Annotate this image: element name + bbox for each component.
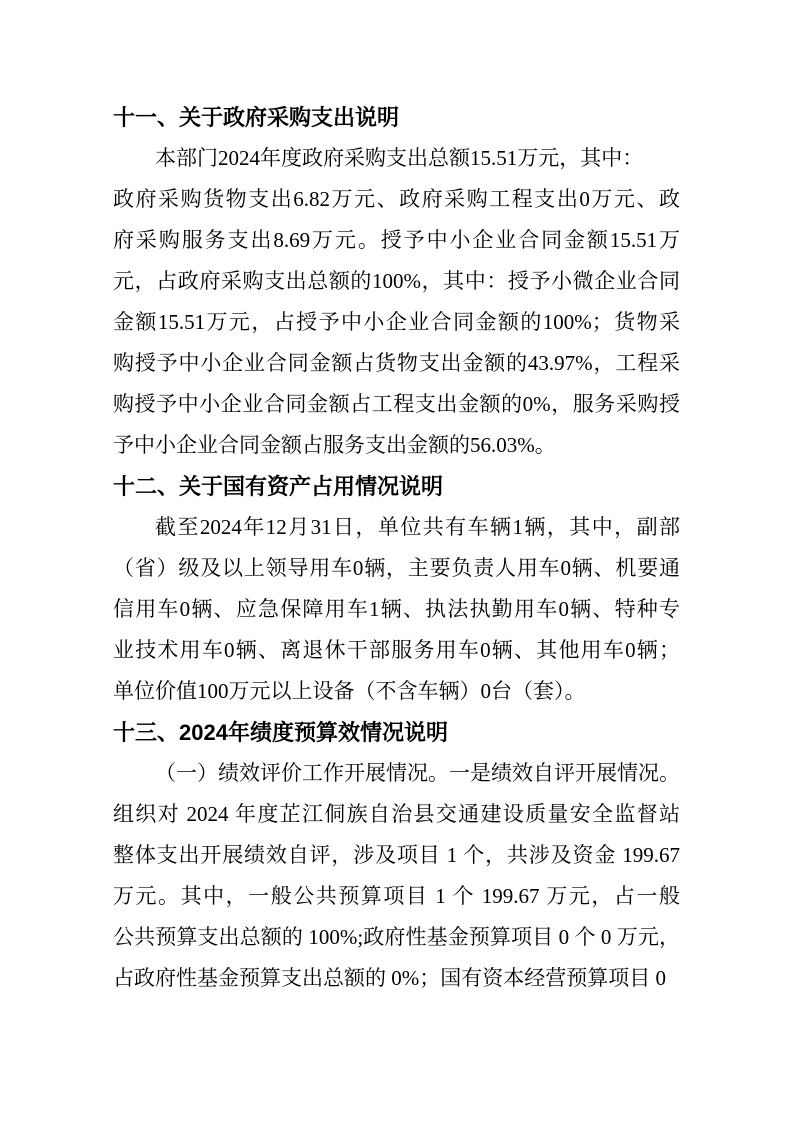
text-line: 公共预算支出总额的 100%;政府性基金预算项目 0 个 0 万元， <box>113 925 680 949</box>
text-line: （省）级及以上领导用车0辆，主要负责人用车0辆、机要通 <box>113 556 680 580</box>
text-line: 予中小企业合同金额占服务支出金额的56.03%。 <box>113 433 556 457</box>
paragraph <box>113 138 680 466</box>
text-line: 府采购服务支出8.69万元。授予中小企业合同金额15.51万 <box>113 228 680 252</box>
section-heading: 十三、2024年绩度预算效情况说明 <box>113 720 448 745</box>
section-heading: 十二、关于国有资产占用情况说明 <box>113 474 444 499</box>
text-line: 购授予中小企业合同金额占货物支出金额的43.97%，工程采 <box>113 351 680 375</box>
section-heading: 十一、关于政府采购支出说明 <box>113 105 400 130</box>
text-line: 政府采购货物支出6.82万元、政府采购工程支出0万元、政 <box>113 187 680 211</box>
text-line: 购授予中小企业合同金额占工程支出金额的0%，服务采购授 <box>113 392 680 416</box>
paragraph <box>113 507 680 712</box>
text-line: 信用车0辆、应急保障用车1辆、执法执勤用车0辆、特种专 <box>113 597 680 621</box>
document-section <box>113 466 680 712</box>
document-section <box>113 97 680 466</box>
text-line: 整体支出开展绩效自评，涉及项目 1 个，共涉及资金 199.67 <box>113 843 680 867</box>
paragraph <box>113 753 680 999</box>
text-line: 组织对 2024 年度芷江侗族自治县交通建设质量安全监督站 <box>113 802 680 826</box>
document-section <box>113 712 680 999</box>
text-line: 单位价值100万元以上设备（不含车辆）0台（套）。 <box>113 679 586 703</box>
text-line: 业技术用车0辆、离退休干部服务用车0辆、其他用车0辆； <box>113 638 680 662</box>
text-line: 占政府性基金预算支出总额的 0%；国有资本经营预算项目 0 <box>113 966 666 990</box>
text-line: 截至2024年12月31日，单位共有车辆1辆，其中，副部 <box>155 515 680 539</box>
text-line: （一）绩效评价工作开展情况。一是绩效自评开展情况。 <box>155 761 680 785</box>
text-line: 金额15.51万元，占授予中小企业合同金额的100%；货物采 <box>113 310 680 334</box>
text-line: 万元。其中，一般公共预算项目 1 个 199.67 万元，占一般 <box>113 884 680 908</box>
document-body <box>113 97 680 999</box>
text-line: 本部门2024年度政府采购支出总额15.51万元，其中： <box>155 146 644 170</box>
text-line: 元，占政府采购支出总额的100%，其中：授予小微企业合同 <box>113 269 680 293</box>
